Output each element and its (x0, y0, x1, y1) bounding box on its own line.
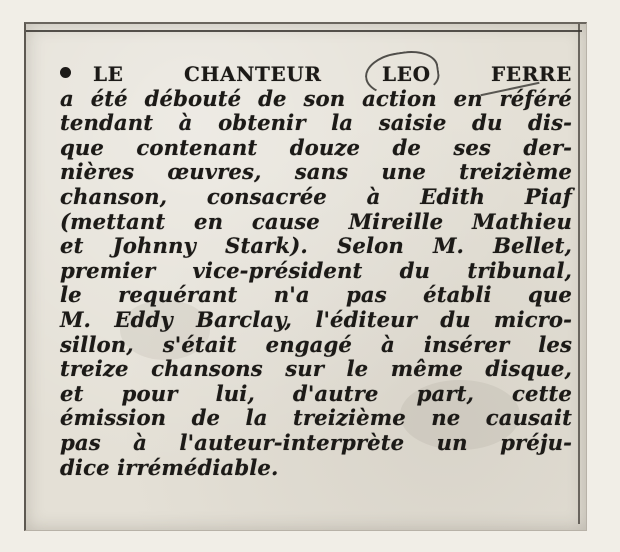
article-line: tendant à obtenir la saisie du dis- (60, 110, 572, 136)
article-line: dice irrémédiable. (60, 454, 279, 480)
column-rule-right (578, 24, 580, 524)
article-text (60, 62, 572, 480)
article-line: que contenant douze de ses der- (60, 134, 572, 160)
article-line: (mettant en cause Mireille Mathieu (60, 208, 572, 234)
article-line: premier vice-président du tribunal, (60, 257, 572, 283)
column-rule-top (26, 30, 582, 32)
article-line: et pour lui, d'autre part, cette (60, 380, 572, 406)
article-line: pas à l'auteur-interprète un préju- (60, 429, 572, 455)
article-line: sillon, s'était engagé à insérer les (60, 331, 572, 357)
headline-line (60, 62, 572, 87)
article-line: émission de la treizième ne causait (60, 405, 572, 431)
article-line: M. Eddy Barclay, l'éditeur du micro- (60, 306, 572, 332)
article-line: le requérant n'a pas établi que (60, 282, 572, 308)
article-line: et Johnny Stark). Selon M. Bellet, (60, 233, 572, 259)
article-line: nières œuvres, sans une treizième (60, 159, 572, 185)
article-line: treize chansons sur le même disque, (60, 356, 572, 382)
bullet-icon (60, 67, 71, 78)
article-line: a été débouté de son action en référé (60, 85, 572, 111)
headline: LE CHANTEUR LEO FERRE (93, 62, 572, 86)
article-line: chanson, consacrée à Edith Piaf (60, 183, 572, 209)
